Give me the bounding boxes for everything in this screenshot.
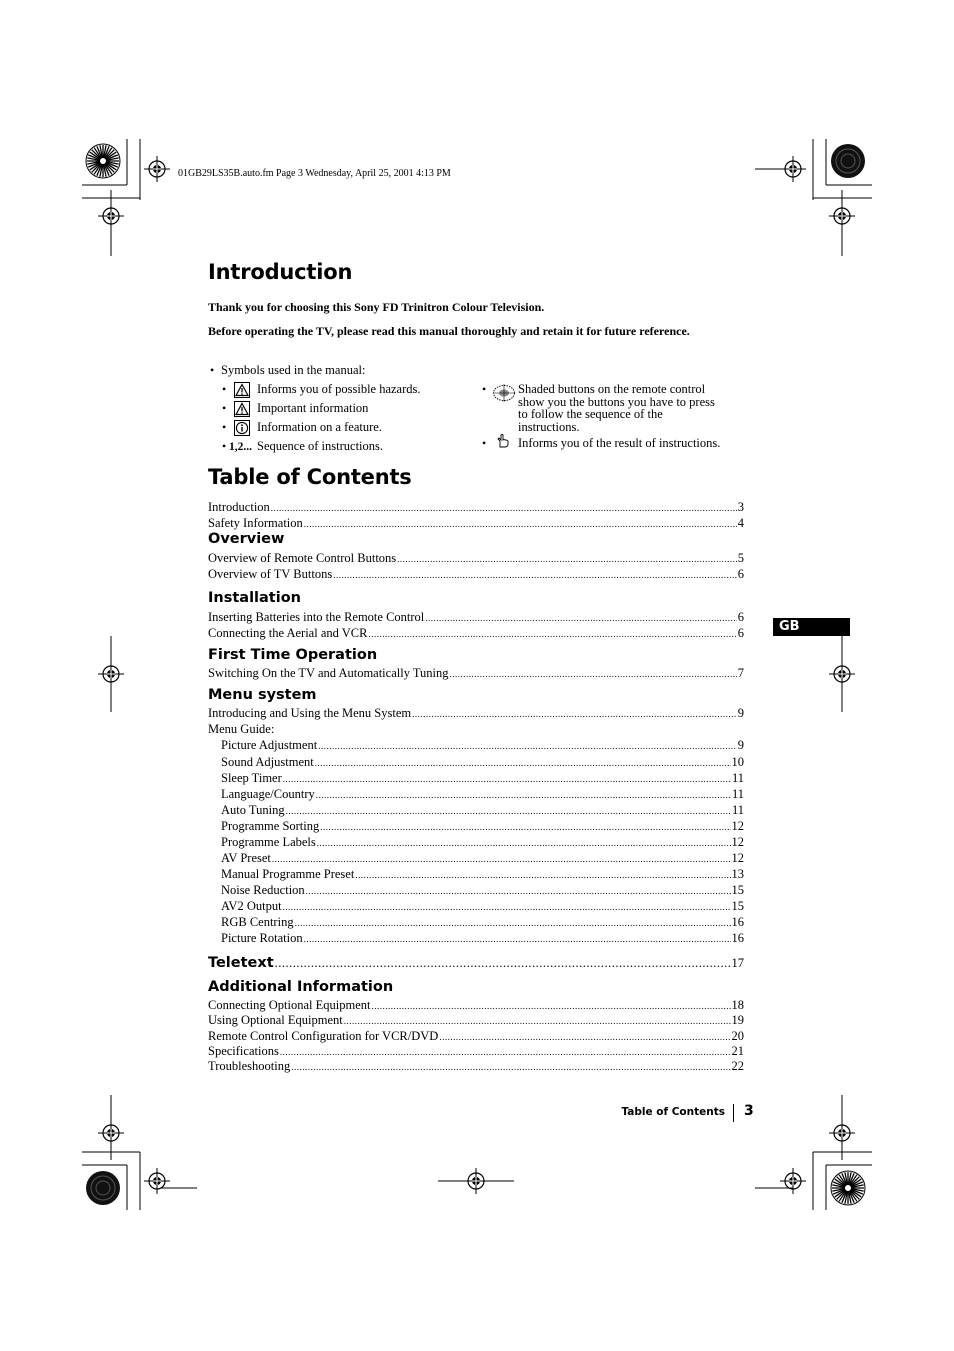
toc-entry[interactable] — [208, 610, 744, 624]
toc-entry-page: 15 — [731, 883, 744, 897]
toc-entry-page: 11 — [731, 803, 744, 817]
toc-entry[interactable] — [208, 998, 744, 1012]
hand-pointer-icon — [495, 433, 511, 449]
toc-entry-page: 20 — [731, 1029, 744, 1043]
toc-entry-title: Safety Information — [208, 516, 303, 530]
toc-entry-page: 10 — [731, 755, 744, 769]
toc-entry[interactable] — [221, 931, 744, 945]
symbol-text: Information on a feature. — [257, 420, 382, 434]
toc-entry-title: Sound Adjustment — [221, 755, 314, 769]
toc-entry-page: 9 — [737, 706, 744, 720]
bullet: • — [222, 420, 227, 434]
symbol-line: instructions. — [518, 420, 580, 434]
toc-entry-page: 11 — [731, 771, 744, 785]
toc-section-overview: Overview — [208, 531, 285, 547]
footer-label: Table of Contents — [621, 1106, 725, 1118]
toc-entry[interactable] — [221, 819, 744, 833]
toc-entry-page: 18 — [731, 998, 744, 1012]
toc-entry-title: Connecting the Aerial and VCR — [208, 626, 368, 640]
toc-entry-page: 22 — [731, 1059, 744, 1073]
toc-entry[interactable] — [221, 867, 744, 881]
toc-entry-page: 17 — [731, 956, 744, 970]
toc-entry-title: Manual Programme Preset — [221, 867, 355, 881]
toc-entry-title: Connecting Optional Equipment — [208, 998, 371, 1012]
toc-entry-title: Language/Country — [221, 787, 315, 801]
sequence-prefix: 1,2... — [229, 441, 252, 453]
info-icon — [234, 420, 250, 436]
toc-entry[interactable] — [208, 567, 744, 581]
toc-entry[interactable] — [221, 835, 744, 849]
symbol-text: Sequence of instructions. — [257, 439, 384, 453]
toc-entry-page: 16 — [731, 931, 744, 945]
toc-entry-title: Introduction — [208, 500, 270, 514]
toc-entry-title: Switching On the TV and Automatically Tuning — [208, 666, 449, 680]
toc-entry-page: 9 — [737, 738, 744, 752]
toc-entry[interactable] — [221, 915, 744, 929]
toc-entry[interactable] — [208, 1044, 744, 1058]
toc-entry[interactable] — [221, 738, 744, 752]
toc-entry-page: 12 — [731, 835, 744, 849]
toc-entry-page: 6 — [737, 610, 744, 624]
toc-entry-page: 19 — [731, 1013, 744, 1027]
language-tab: GB — [773, 618, 850, 636]
toc-entry[interactable] — [208, 551, 744, 565]
toc-entry[interactable] — [221, 883, 744, 897]
toc-entry-title: RGB Centring — [221, 915, 294, 929]
toc-entry-title: Overview of TV Buttons — [208, 567, 333, 581]
toc-entry[interactable] — [221, 771, 744, 785]
symbols-label: Symbols used in the manual: — [221, 363, 366, 377]
toc-entry[interactable] — [208, 666, 744, 680]
toc-entry-page: 15 — [731, 899, 744, 913]
toc-entry[interactable] — [221, 851, 744, 865]
bullet: • — [482, 436, 487, 450]
toc-entry[interactable] — [208, 626, 744, 640]
toc-entry[interactable] — [208, 1029, 744, 1043]
toc-entry-page: 13 — [731, 867, 744, 881]
file-header: 01GB29LS35B.auto.fm Page 3 Wednesday, April 25, 2001 4:13 PM — [178, 168, 451, 179]
symbol-text: Informs you of possible hazards. — [257, 382, 421, 396]
menu-guide-label: Menu Guide: — [208, 722, 275, 736]
symbol-line: show you the buttons you have to press — [518, 395, 715, 409]
toc-title: Table of Contents — [208, 465, 412, 489]
toc-entry-page: 11 — [731, 787, 744, 801]
toc-entry[interactable] — [221, 787, 744, 801]
toc-entry-page: 4 — [737, 516, 744, 530]
toc-entry[interactable] — [221, 803, 744, 817]
toc-entry-title: Sleep Timer — [221, 771, 282, 785]
toc-entry-title: Inserting Batteries into the Remote Control — [208, 610, 425, 624]
toc-entry[interactable] — [208, 706, 744, 720]
toc-entry-page: 5 — [737, 551, 744, 565]
toc-entry-title: Picture Adjustment — [221, 738, 318, 752]
toc-section-installation: Installation — [208, 590, 301, 606]
toc-entry-page: 21 — [731, 1044, 744, 1058]
page-number: 3 — [744, 1103, 754, 1119]
toc-entry-title: Picture Rotation — [221, 931, 303, 945]
symbol-line: to follow the sequence of the — [518, 407, 663, 421]
toc-entry-title: Introducing and Using the Menu System — [208, 706, 412, 720]
toc-entry-page: 3 — [737, 500, 744, 514]
bullet: • — [222, 439, 227, 453]
toc-entry-page: 12 — [731, 851, 744, 865]
symbol-line: Shaded buttons on the remote control — [518, 382, 706, 396]
toc-entry-page: 6 — [737, 626, 744, 640]
bullet: • — [222, 401, 227, 415]
hazard-triangle-icon — [234, 382, 250, 398]
bullet: • — [482, 382, 487, 396]
toc-entry-title: Specifications — [208, 1044, 279, 1058]
toc-section-menu: Menu system — [208, 687, 317, 703]
toc-entry-title: Teletext — [208, 955, 274, 971]
toc-entry[interactable] — [221, 755, 744, 769]
intro-thanks: Thank you for choosing this Sony FD Trinitron Colour Television. — [208, 300, 545, 314]
toc-entry[interactable] — [208, 500, 744, 514]
toc-entry-title: Noise Reduction — [221, 883, 305, 897]
bullet: • — [222, 382, 227, 396]
toc-entry[interactable] — [208, 516, 744, 530]
toc-entry[interactable] — [208, 1013, 744, 1027]
toc-entry-page: 12 — [731, 819, 744, 833]
important-triangle-icon — [234, 401, 250, 417]
toc-entry[interactable] — [221, 899, 744, 913]
bullet: • — [210, 363, 215, 377]
toc-section-first-time: First Time Operation — [208, 647, 378, 663]
toc-entry-title: Using Optional Equipment — [208, 1013, 343, 1027]
toc-entry-title: Auto Tuning — [221, 803, 285, 817]
toc-entry-page: 6 — [737, 567, 744, 581]
toc-entry-title: Programme Sorting — [221, 819, 320, 833]
footer-divider — [733, 1104, 734, 1122]
toc-entry-title: AV2 Output — [221, 899, 282, 913]
symbol-line: Informs you of the result of instructions. — [518, 436, 721, 450]
toc-entry[interactable] — [208, 1059, 744, 1073]
toc-entry-page: 16 — [731, 915, 744, 929]
intro-title: Introduction — [208, 260, 353, 284]
shaded-button-icon — [492, 383, 516, 403]
toc-entry-page: 7 — [737, 666, 744, 680]
intro-before: Before operating the TV, please read this manual thoroughly and retain it for future reference. — [208, 324, 690, 338]
symbol-text: Important information — [257, 401, 369, 415]
toc-entry-title: Programme Labels — [221, 835, 316, 849]
toc-entry-title: Troubleshooting — [208, 1059, 291, 1073]
toc-entry-title: AV Preset — [221, 851, 271, 865]
toc-section-additional: Additional Information — [208, 979, 394, 995]
toc-entry-title: Remote Control Configuration for VCR/DVD — [208, 1029, 439, 1043]
toc-entry-title: Overview of Remote Control Buttons — [208, 551, 397, 565]
toc-entry-teletext[interactable] — [208, 956, 744, 973]
